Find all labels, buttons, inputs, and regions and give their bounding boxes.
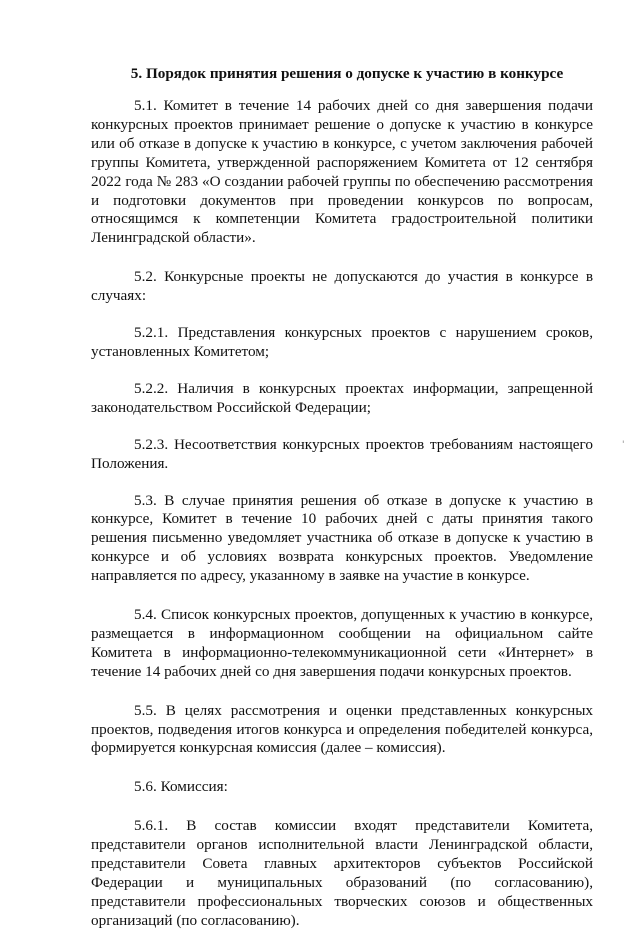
section-heading: 5. Порядок принятия решения о допуске к участию в конкурсе	[130, 65, 564, 82]
paragraph-5-6: 5.6. Комиссия:	[134, 778, 228, 796]
spacer	[91, 248, 593, 268]
spacer	[91, 682, 593, 702]
paragraph-5-1: 5.1. Комитет в течение 14 рабочих дней со дня завершения подачи конкурсных проектов принимает решение о допуске к участию в конкурсе или об отказе в допуске к участию в конкурсе, с учетом заключения рабочей группы Комитета, утвержденной распоряжением Комитета от 12 сентября 2022 года № 283 «О создании рабочей группы по обеспечению рассмотрения и подготовки документов при проведении конкурсов по вопросам, относящимся к компетенции Комитета градостроительной политики Ленинградской области».	[91, 97, 593, 247]
paragraph-5-6-1: 5.6.1. В состав комиссии входят представители Комитета, представители органов исполнительной власти Ленинградской области, представители Совета главных архитекторов субъектов Российской Федерации и муниципальных образований (по согласованию), представители профессиональных творческих союзов и общественных организаций (по согласованию).	[91, 817, 593, 929]
paragraph-5-3: 5.3. В случае принятия решения об отказе в допуске к участию в конкурсе, Комитет в течение 10 рабочих дней с даты принятия такого решения письменно уведомляет участника об отказе в допуске к участию в конкурсе и об условиях возврата конкурсных проектов. Уведомление направляется по адресу, указанному в заявке на участие в конкурсе.	[91, 491, 593, 585]
paragraph-5-2-1: 5.2.1. Представления конкурсных проектов с нарушением сроков, установленных Комитетом;	[91, 324, 593, 360]
spacer	[91, 306, 593, 324]
spacer	[91, 758, 593, 778]
paragraph-5-2-2: 5.2.2. Наличия в конкурсных проектах информации, запрещенной законодательством Российской Федерации;	[91, 379, 593, 416]
spacer	[91, 797, 593, 817]
spacer	[91, 474, 593, 492]
spacer	[91, 418, 593, 436]
spacer	[91, 362, 593, 380]
paragraph-5-5: 5.5. В целях рассмотрения и оценки представленных конкурсных проектов, подведения итогов конкурса и определения победителей конкурса, формируется конкурсная комиссия (далее – комиссия).	[91, 701, 593, 757]
margin-tick-mark: '	[622, 440, 625, 450]
paragraph-5-2: 5.2. Конкурсные проекты не допускаются до участия в конкурсе в случаях:	[91, 268, 593, 305]
paragraph-5-4: 5.4. Список конкурсных проектов, допущенных к участию в конкурсе, размещается в информационном сообщении на официальном сайте Комитета в информационно-телекоммуникационной сети «Интернет» в течение 14 рабочих дней со дня завершения подачи конкурсных проектов.	[91, 606, 593, 680]
spacer	[91, 586, 593, 606]
paragraph-5-2-3: 5.2.3. Несоответствия конкурсных проектов требованиям настоящего Положения.	[91, 435, 593, 472]
